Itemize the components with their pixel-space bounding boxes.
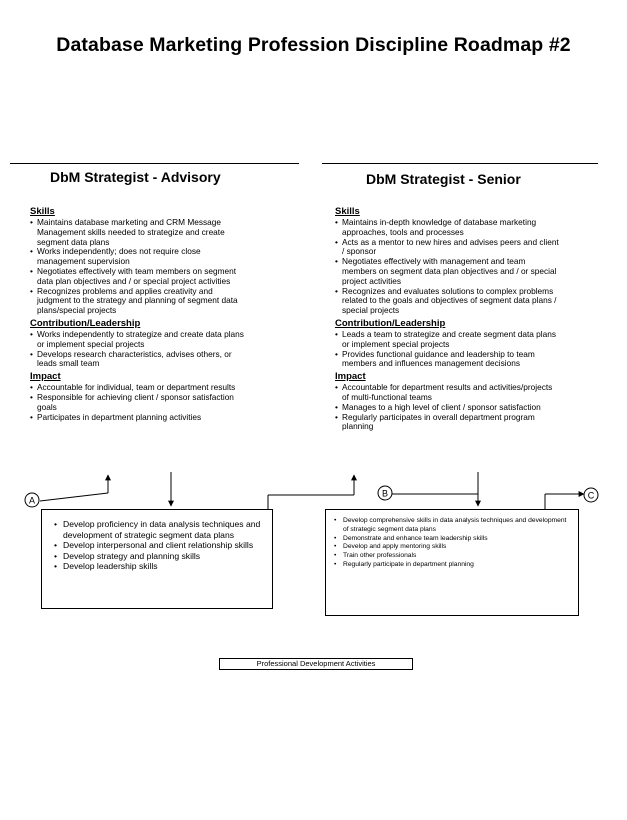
legend-label: Professional Development Activities — [219, 658, 413, 670]
left-contribution-title: Contribution/Leadership — [30, 317, 141, 329]
list-item: • Recognizes and evaluates solutions to complex problems related to the goals and objectives of segment data plans / special projects — [335, 287, 560, 316]
list-item: • Develop strategy and planning skills — [54, 551, 266, 562]
list-item: • Works independently; does not require close management supervision — [30, 247, 248, 267]
list-item: • Recognizes problems and applies creativity and judgment to the strategy and planning of segment data plans/special projects — [30, 287, 248, 316]
list-item: • Participates in department planning activities — [30, 413, 248, 423]
list-item: • Acts as a mentor to new hires and advises peers and client / sponsor — [335, 238, 560, 258]
right-impact-list — [335, 383, 560, 432]
list-item: • Maintains database marketing and CRM Message Management skills needed to strategize and create segment data plans — [30, 218, 248, 247]
list-item: • Train other professionals — [334, 552, 570, 561]
page-title: Database Marketing Profession Discipline Roadmap #2 — [56, 34, 571, 56]
list-item: • Works independently to strategize and create data plans or implement special projects — [30, 330, 248, 350]
left-skills-title: Skills — [30, 206, 55, 217]
marker-c-label: C — [587, 490, 595, 501]
list-item: • Demonstrate and enhance team leadership skills — [334, 535, 570, 544]
list-item: • Develop leadership skills — [54, 561, 266, 572]
left-skills-list — [30, 218, 248, 316]
left-column — [30, 206, 248, 424]
list-item: • Manages to a high level of client / sponsor satisfaction — [335, 403, 560, 413]
marker-c-connector — [545, 494, 584, 510]
list-item: • Develop and apply mentoring skills — [334, 543, 570, 552]
dev-activities-list-left — [54, 519, 266, 572]
list-item: • Provides functional guidance and leadership to team members and influences management decisions — [335, 350, 560, 370]
right-skills-list — [335, 218, 560, 316]
list-item: • Accountable for department results and activities/projects of multi-functional teams — [335, 383, 560, 403]
dev-activities-box-right — [325, 509, 579, 616]
right-contribution-title: Contribution/Leadership — [335, 317, 446, 329]
dev-activities-list-right — [334, 517, 570, 570]
left-to-right-connector — [268, 475, 354, 510]
list-item: • Accountable for individual, team or department results — [30, 383, 248, 393]
left-header-rule — [10, 163, 299, 164]
dev-activities-box-left — [41, 509, 273, 609]
right-column-heading: DbM Strategist - Senior — [366, 171, 521, 187]
right-contribution-list — [335, 330, 560, 369]
list-item: • Negotiates effectively with team members on segment data plan objectives and / or special project activities — [30, 267, 248, 287]
marker-b-circle — [378, 486, 392, 500]
left-impact-list — [30, 383, 248, 422]
marker-c-circle — [584, 488, 598, 502]
list-item: • Develop proficiency in data analysis techniques and development of strategic segment data plans — [54, 519, 266, 540]
left-impact-title: Impact — [30, 371, 61, 383]
list-item: • Negotiates effectively with management and team members on segment data plan objectives and / or special project activities — [335, 257, 560, 286]
right-column — [335, 206, 560, 434]
marker-a-label: A — [28, 495, 36, 506]
list-item: • Responsible for achieving client / sponsor satisfaction goals — [30, 393, 248, 413]
marker-a-circle — [25, 493, 39, 507]
list-item: • Regularly participates in overall department program planning — [335, 413, 560, 433]
list-item: • Develop comprehensive skills in data analysis techniques and development of strategic segment data plans — [334, 517, 570, 535]
list-item: • Leads a team to strategize and create segment data plans or implement special projects — [335, 330, 560, 350]
right-header-rule — [322, 163, 598, 164]
marker-a-connector — [40, 475, 108, 501]
left-column-heading: DbM Strategist - Advisory — [50, 169, 221, 185]
right-impact-title: Impact — [335, 371, 366, 383]
list-item: • Develop interpersonal and client relationship skills — [54, 540, 266, 551]
list-item: • Maintains in-depth knowledge of database marketing approaches, tools and processes — [335, 218, 560, 238]
right-skills-title: Skills — [335, 206, 360, 217]
list-item: • Regularly participate in department planning — [334, 561, 570, 570]
list-item: • Develops research characteristics, advises others, or leads small team — [30, 350, 248, 370]
left-contribution-list — [30, 330, 248, 369]
marker-b-label: B — [381, 488, 389, 499]
